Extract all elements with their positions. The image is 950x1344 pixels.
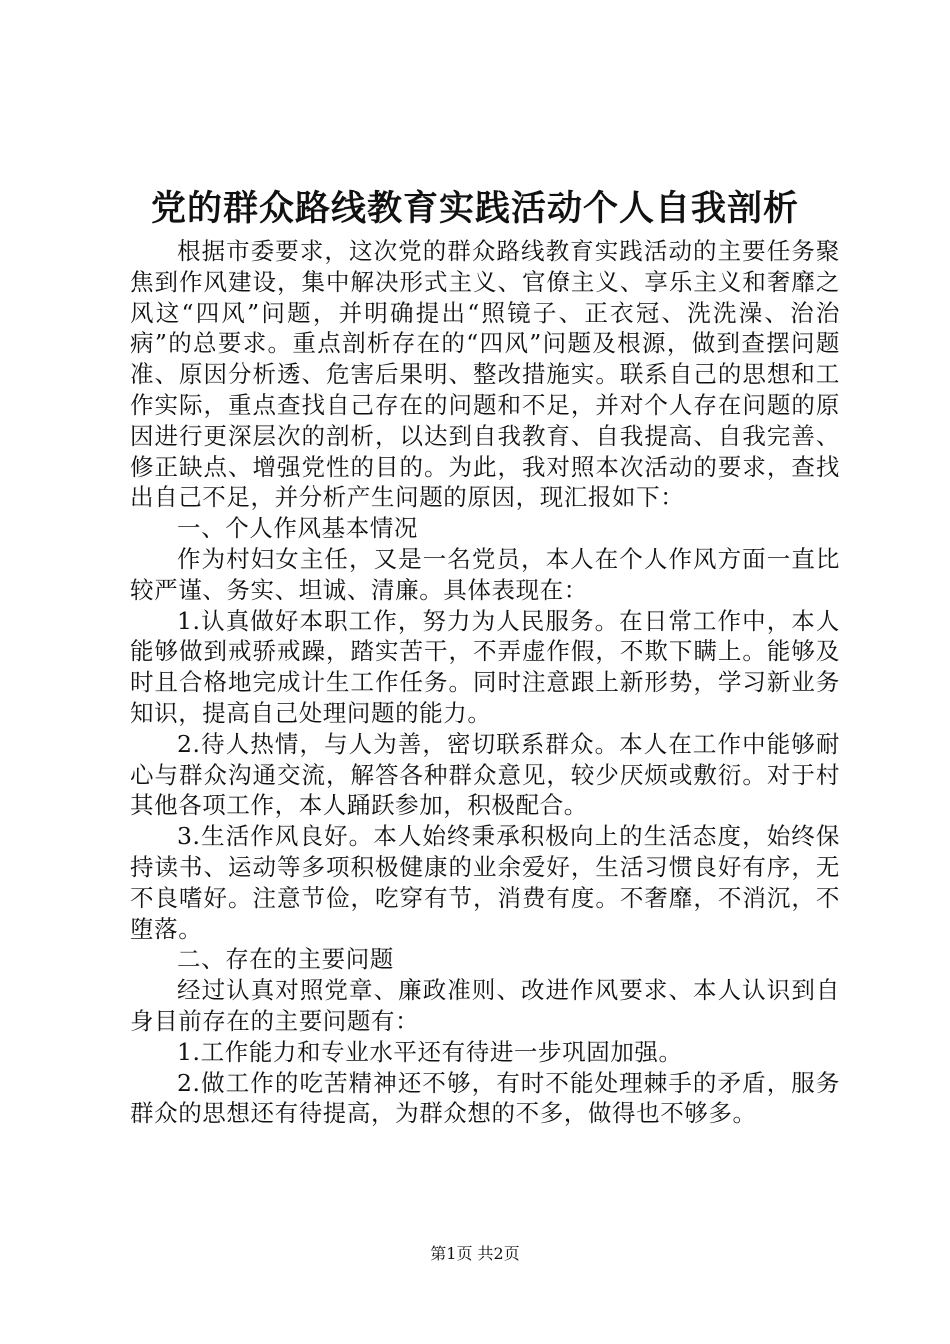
page-number-footer: 第1页 共2页 — [430, 1244, 520, 1263]
section-heading-2: 二、存在的主要问题 — [177, 945, 394, 974]
paragraph-section-1-intro: 作为村妇女主任，又是一名党员，本人在个人作风方面一直比较严谨、务实、坦诚、清廉。具体表现在： — [130, 544, 840, 604]
document-title: 党的群众路线教育实践活动个人自我剖析 — [150, 188, 799, 229]
paragraph-item-1-1: 1.认真做好本职工作，努力为人民服务。在日常工作中，本人能够做到戒骄戒躁，踏实苦干，不弄虚作假，不欺下瞒上。能够及时且合格地完成计生工作任务。同时注意跟上新形势，学习新业务知识，提高自己处理问题的能力。 — [130, 606, 840, 727]
paragraph-item-2-2: 2.做工作的吃苦精神还不够，有时不能处理棘手的矛盾，服务群众的思想还有待提高，为群众想的不多，做得也不够多。 — [130, 1068, 840, 1128]
section-heading-1: 一、个人作风基本情况 — [177, 514, 418, 543]
document-body — [130, 236, 840, 1129]
paragraph-item-1-3: 3.生活作风良好。本人始终秉承积极向上的生活态度，始终保持读书、运动等多项积极健康的业余爱好，生活习惯良好有序，无不良嗜好。注意节俭，吃穿有节，消费有度。不奢靡，不消沉，不堕落。 — [130, 822, 840, 943]
paragraph-item-1-2: 2.待人热情，与人为善，密切联系群众。本人在工作中能够耐心与群众沟通交流，解答各种群众意见，较少厌烦或敷衍。对于村其他各项工作，本人踊跃参加，积极配合。 — [130, 729, 840, 820]
paragraph-intro: 根据市委要求，这次党的群众路线教育实践活动的主要任务聚焦到作风建设，集中解决形式主义、官僚主义、享乐主义和奢靡之风这“四风”问题，并明确提出“照镜子、正衣冠、洗洗澡、治治病”的总要求。重点剖析存在的“四风”问题及根源，做到查摆问题准、原因分析透、危害后果明、整改措施实。联系自己的思想和工作实际，重点查找自己存在的问题和不足，并对个人存在问题的原因进行更深层次的剖析，以达到自我教育、自我提高、自我完善、修正缺点、增强党性的目的。为此，我对照本次活动的要求，查找出自己不足，并分析产生问题的原因，现汇报如下： — [130, 237, 840, 512]
paragraph-section-2-intro: 经过认真对照党章、廉政准则、改进作风要求、本人认识到自身目前存在的主要问题有： — [130, 976, 840, 1035]
paragraph-item-2-1: 1.工作能力和专业水平还有待进一步巩固加强。 — [177, 1037, 683, 1066]
